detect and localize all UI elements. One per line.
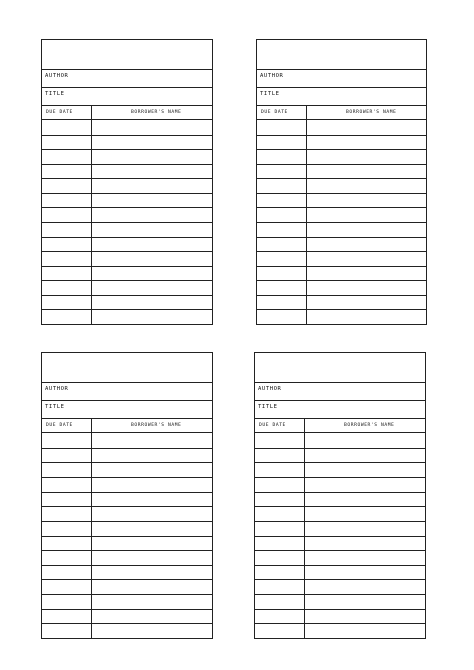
table-row-line [255, 579, 425, 580]
library-card-bottom-right [254, 352, 426, 639]
table-row-line [255, 477, 425, 478]
table-row-line [42, 521, 212, 522]
table-header [257, 106, 426, 120]
table-row-line [255, 536, 425, 537]
author-label: AUTHOR [260, 73, 284, 79]
author-field [255, 383, 425, 401]
table-row-line [257, 295, 426, 296]
table-row-line [257, 164, 426, 165]
author-field [257, 70, 426, 88]
table-row-line [42, 280, 212, 281]
borrower-name-header: BORROWER'S NAME [131, 423, 182, 428]
table-row-line [255, 521, 425, 522]
column-divider [91, 106, 92, 324]
table-row-line [42, 149, 212, 150]
table-row-line [255, 492, 425, 493]
table-row-line [257, 280, 426, 281]
author-field [42, 70, 212, 88]
title-label: TITLE [45, 404, 65, 410]
due-date-header: DUE DATE [46, 423, 73, 428]
table-row-line [257, 237, 426, 238]
card-header-box [42, 353, 212, 383]
table-row-line [42, 579, 212, 580]
card-header-box [255, 353, 425, 383]
title-field [42, 401, 212, 419]
borrower-name-header: BORROWER'S NAME [131, 110, 182, 115]
column-divider [304, 419, 305, 638]
title-field [42, 88, 212, 106]
table-row-line [42, 207, 212, 208]
table-row-line [257, 309, 426, 310]
table-row-line [255, 550, 425, 551]
table-row-line [257, 178, 426, 179]
table-row-line [255, 565, 425, 566]
table-row-line [257, 251, 426, 252]
library-card-top-left [41, 39, 213, 325]
library-card-bottom-left [41, 352, 213, 639]
card-header-box [257, 40, 426, 70]
title-label: TITLE [258, 404, 278, 410]
table-row-line [257, 149, 426, 150]
table-row-line [255, 594, 425, 595]
table-row-line [42, 594, 212, 595]
table-row-line [42, 623, 212, 624]
table-row-line [255, 506, 425, 507]
borrower-name-header: BORROWER'S NAME [344, 423, 395, 428]
column-divider [306, 106, 307, 324]
table-header [42, 419, 212, 433]
table-row-line [42, 492, 212, 493]
table-row-line [42, 193, 212, 194]
author-label: AUTHOR [45, 386, 69, 392]
due-date-header: DUE DATE [261, 110, 288, 115]
due-date-header: DUE DATE [259, 423, 286, 428]
table-row-line [42, 251, 212, 252]
table-row-line [257, 135, 426, 136]
table-row-line [42, 135, 212, 136]
table-row-line [42, 565, 212, 566]
title-field [255, 401, 425, 419]
card-header-box [42, 40, 212, 70]
table-row-line [42, 222, 212, 223]
table-row-line [42, 536, 212, 537]
library-card-top-right [256, 39, 427, 325]
author-label: AUTHOR [258, 386, 282, 392]
table-row-line [42, 266, 212, 267]
author-label: AUTHOR [45, 73, 69, 79]
table-row-line [42, 237, 212, 238]
title-label: TITLE [45, 91, 65, 97]
column-divider [91, 419, 92, 638]
table-row-line [257, 222, 426, 223]
title-field [257, 88, 426, 106]
borrower-name-header: BORROWER'S NAME [346, 110, 397, 115]
table-row-line [42, 506, 212, 507]
table-row-line [42, 462, 212, 463]
table-row-line [255, 609, 425, 610]
table-row-line [42, 295, 212, 296]
table-header [42, 106, 212, 120]
table-row-line [42, 448, 212, 449]
author-field [42, 383, 212, 401]
table-row-line [257, 193, 426, 194]
table-row-line [255, 462, 425, 463]
title-label: TITLE [260, 91, 280, 97]
table-row-line [42, 550, 212, 551]
table-header [255, 419, 425, 433]
due-date-header: DUE DATE [46, 110, 73, 115]
table-row-line [42, 477, 212, 478]
table-row-line [42, 164, 212, 165]
table-row-line [255, 623, 425, 624]
table-row-line [42, 609, 212, 610]
table-row-line [257, 266, 426, 267]
table-row-line [42, 309, 212, 310]
table-row-line [255, 448, 425, 449]
table-row-line [257, 207, 426, 208]
table-row-line [42, 178, 212, 179]
